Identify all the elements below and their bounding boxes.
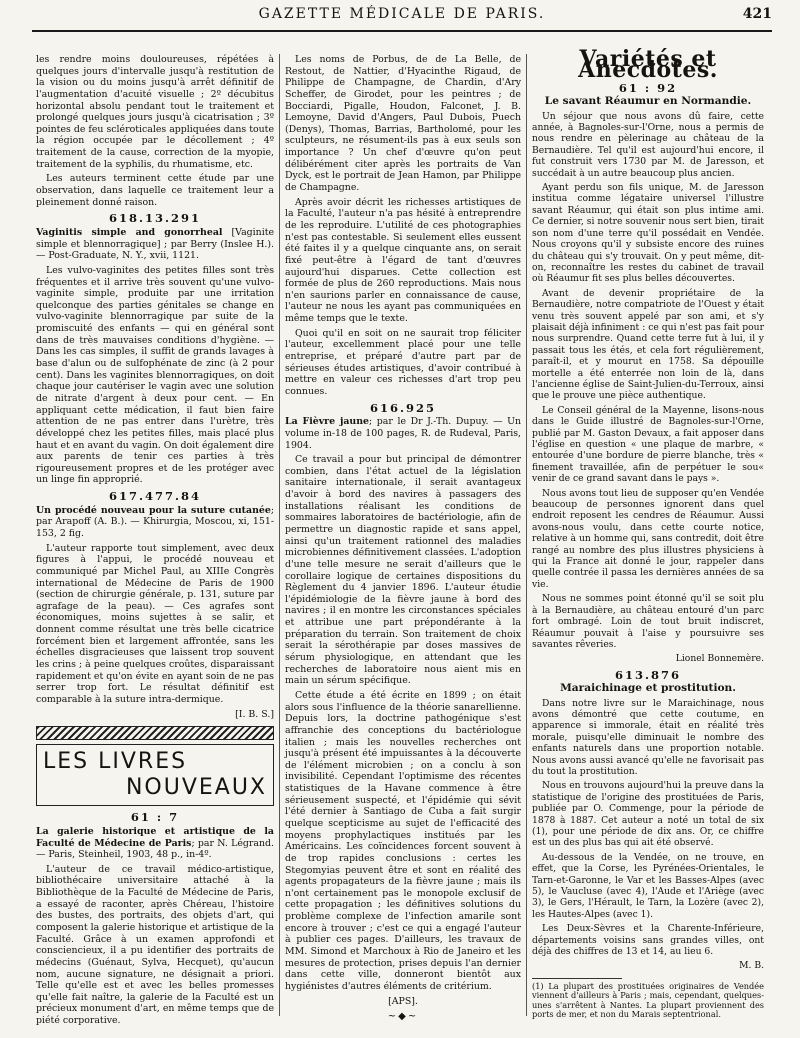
paragraph: les rendre moins douloureuses, répétées à quelques jours d'intervalle jusqu'à restitution de la vision ou du moins jusqu'à arrêt définitif de l'augmentation d'acuité visuelle ; 2º décubitus horizontal absolu pendant tout le traitement et prolongé quelques jours jusqu'à cicatrisation ; 3º pointes de feu scléroticales appliquées dans toute la région occupée par le décollement ; 4º traitement de la cause, correction de la myopie, traitement de la syphilis, du rhumatisme, etc. <box>36 54 274 170</box>
paragraph: Les auteurs terminent cette étude par une observation, dans laquelle ce traitement leur a pleinement donné raison. <box>36 173 274 208</box>
banner-line: NOUVEAUX <box>125 775 267 801</box>
paragraph: Les Deux-Sèvres et la Charente-Inférieure, départements voisins sans grandes villes, ont déjà des chiffres de 13 et 14, au lieu 6. <box>532 923 764 958</box>
signature: [I. B. S.] <box>235 708 274 720</box>
paragraph: Le Conseil général de la Mayenne, lisons-nous dans le Guide illustré de Bagnoles-sur-l'Orne, publié par M. Gaston Devaux, a fait apposer dans l'église en question « une plaque de marbre, « entourée d'une bordure de pierre blanche, très « finement travaillée, afin de perpétuer le sou« venir de ce grand savant dans le pays ». <box>532 404 764 485</box>
paragraph: Nous ne sommes point étonné qu'il se soit plu à la Bernaudière, au château entouré d'un parc fort ombragé. Loin de tout bruit indiscret, Réaumur pouvait à l'aise y poursuivre ses savantes rêveries. <box>532 593 764 650</box>
article-number: 618.13.291 <box>108 211 202 226</box>
article-number: 616.925 <box>369 400 436 415</box>
signature: [APS]. <box>388 995 418 1007</box>
column-divider <box>279 54 280 1016</box>
paragraph: Après avoir décrit les richesses artistiques de la Faculté, l'auteur n'a pas hésité à entreprendre de les reproduire. L'utilité de ces photographies n'est pas contestable. Si seulement elles eussent été faites il y a quelque cinquante ans, on serait fixé peut-être à l'égard de tant d'œuvres aujourd'hui disparues. Cette collection est formée de plus de 260 reproductions. Mais nous n'en saurions parler en connaissance de cause, l'auteur ne nous les ayant pas communiquées en même temps que le texte. <box>285 196 521 325</box>
article-citation: ; par Arapoff (A. B.). — Khirurgia, Moscou, xi, 151-153, 2 fig. <box>36 504 274 539</box>
article-title: La Fièvre jaune <box>285 416 370 428</box>
article-heading <box>36 227 274 262</box>
column-2 <box>285 54 521 1027</box>
paragraph: Quoi qu'il en soit on ne saurait trop féliciter l'auteur, excellemment placé pour une telle entreprise, et préparé d'autre part par de sérieuses études artistiques, d'avoir contribué à mettre en valeur ces richesses d'art trop peu connues. <box>285 327 521 397</box>
footnote: (1) La plupart des prostituées originaires de Vendée viennent d'ailleurs à Paris ; mais, cependant, quelques-unes s'arrêtent à Nantes. La plupart proviennent des ports de mer, et non du Marais septentrional. <box>532 980 764 1020</box>
article-heading <box>36 826 274 861</box>
section-banner <box>36 744 274 806</box>
article-number: 61 : 7 <box>130 810 180 825</box>
column-1 <box>36 54 274 1030</box>
page-number: 421 <box>742 6 772 22</box>
paragraph: L'auteur de ce travail médico-artistique, bibliothécaire universitaire attaché à la Bibliothèque de la Faculté de Médecine de Paris, a essayé de raconter, après Chéreau, l'histoire des bustes, des portraits, des objets d'art, qui composent la galerie historique et artistique de la Faculté. Grâce à un examen approfondi et consciencieux, il a pu identifier des portraits de médecins (Guénaut, Sylva, Hecquet), qu'aucun nom, aucune signature, ne désignait a priori. Telle qu'elle est et avec les belles promesses qu'elle fait naître, la galerie de la Faculté est un précieux monument d'art, en même temps que de piété corporative. <box>36 863 274 1027</box>
article-subtitle: Le savant Réaumur en Normandie. <box>544 95 752 108</box>
article-citation: ; par N. Légrand. — Paris, Steinheil, 1903, 48 p., in-4º. <box>36 837 274 861</box>
paragraph: Ce travail a pour but principal de démontrer combien, dans l'état actuel de la législation sanitaire internationale, il serait avantageux d'avoir à bord des navires à passagers des installations réalisant les conditions de sommaires laboratoires de bactériologie, afin de permettre un diagnostic rapide et sans appel, ainsi qu'un traitement rationnel des maladies microbiennes définitivement classées. L'adoption d'une telle mesure ne serait d'ailleurs que le corollaire logique de certaines dispositions du Règlement du 4 janvier 1896. L'auteur étudie l'épidémiologie de la fièvre jaune à bord des navires ; il en montre les circonstances spéciales et attribue une part prépondérante à la préparation du terrain. Son traitement de choix serait la sérothérapie par doses massives de sérum physiologique, en attendant que les recherches de laboratoire nous aient mis en main un sérum spécifique. <box>285 454 521 687</box>
section-title: Variétés et Anecdotes. <box>578 46 718 84</box>
article-number: 617.477.84 <box>108 489 202 504</box>
article-number: 613.876 <box>614 667 681 682</box>
article-heading <box>285 416 521 451</box>
paragraph: Dans notre livre sur le Maraichinage, nous avons démontré que cette coutume, en apparence si immorale, était en réalité très morale, puisqu'elle diminuait le nombre des enfants naturels dans une proportion notable. Nous avons aussi avancé qu'elle ne favorisait pas du tout la prostitution. <box>532 697 764 777</box>
column-divider <box>526 54 527 1016</box>
paragraph: Avant de devenir propriétaire de la Bernaudière, notre compatriote de l'Ouest y était venu très souvent appelé par son ami, et s'y plaisait déjà infiniment : ce qui n'est pas fait pour nous surprendre. Quand cette terre fut à lui, il y passait tous les étés, et cela fort régulièrement, paraît-il, et y mourut en 1758. Sa dépouille mortelle a été enterrée non loin de là, dans l'ancienne église de Saint-Julien-du-Terroux, ainsi que le prouve une pièce authentique. <box>532 287 764 402</box>
footnote-rule <box>532 978 622 979</box>
article-heading <box>36 505 274 540</box>
journal-title: GAZETTE MÉDICALE DE PARIS. <box>258 6 546 22</box>
paragraph: Au-dessous de la Vendée, on ne trouve, en effet, que la Corse, les Pyrénées-Orientales, le Tarn-et-Garonne, le Var et les Basses-Alpes (avec 5), le Vaucluse (avec 4), l'Aude et l'Ariège (avec 3), le Gers, l'Hérault, le Tarn, la Lozère (avec 2), les Hautes-Alpes (avec 1). <box>532 851 764 920</box>
article-number: 61 : 92 <box>618 80 678 95</box>
signature: Lionel Bonnemère. <box>675 653 764 665</box>
paragraph: Un séjour que nous avons dû faire, cette année, à Bagnoles-sur-l'Orne, nous a permis de nous rendre en pèlerinage au château de la Bernaudière. Tel qu'il est aujourd'hui encore, il fut construit vers 1730 par M. de Jaresson, et succédait à un autre beaucoup plus ancien. <box>532 110 764 179</box>
column-3 <box>532 46 764 1020</box>
article-title: Un procédé nouveau pour la suture cutanée <box>36 504 271 516</box>
paragraph: Nous en trouvons aujourd'hui la preuve dans la statistique de l'origine des prostituées de Paris, publiée par O. Commenge, pour la période de 1878 à 1887. Cet auteur a noté un total de six (1), pour une période de dix ans. Or, ce chiffre est un des plus bas qui ait été observé. <box>532 780 764 849</box>
paragraph: L'auteur rapporte tout simplement, avec deux figures à l'appui, le procédé nouveau et communiqué par Michel Paul, au XIIIe Congrès international de Médecine de Paris de 1900 (section de chirurgie générale, p. 131, suture par agrafage de la peau). — Ces agrafes sont économiques, moins sujettes à se salir, et donnent comme résultat une très belle cicatrice forcément bien et largement affrontée, sans les échelles disgracieuses que laissent trop souvent les crins ; à peine quelques croûtes, disparaissant rapidement et qu'on évite en ayant soin de ne pas serrer trop fort. Le résultat définitif est comparable à la suture intra-dermique. <box>36 542 274 705</box>
ornament-divider: ~◆~ <box>387 1011 419 1023</box>
article-title: Vaginitis simple and gonorrheal <box>36 226 223 238</box>
article-title: La galerie historique et artistique de la Faculté de Médecine de Paris <box>36 825 274 849</box>
paragraph: Les vulvo-vaginites des petites filles sont très fréquentes et il arrive très souvent qu'une vulvo-vaginite simple, produite par une irritation quelconque des parties génitales se change en vulvo-vaginite blennorragique par suite de la promiscuité des enfants — qui en général sont dans de très mauvaises conditions d'hygiène. — Dans les cas simples, il suffit de grands lavages à base d'alun ou de sulfophénate de zinc (à 2 pour cent). Dans les vaginites blennorragiques, on doit chaque jour cautériser le vagin avec une solution de nitrate d'argent à deux pour cent. — En appliquant cette médication, il faut bien faire attention de ne pas entrer dans l'urètre, très développé chez les petites filles, mais placé plus haut et en avant du vagin. On doit également dire aux parents de tenir ces parties à très rigoureusement propres et de les protéger avec un linge fin approprié. <box>36 264 274 486</box>
article-citation: ; par le Dr J.-Th. Dupuy. — Un volume in-18 de 100 pages, R. de Rudeval, Paris, 1904. <box>285 416 522 451</box>
article-citation: [Vaginite simple et blennorragique] ; par Berry (Inslee H.). — Post-Graduate, N. Y., xvii, 1121. <box>36 226 275 262</box>
page-header <box>32 6 772 32</box>
paragraph: Les noms de Porbus, de de La Belle, de Restout, de Nattier, d'Hyacinthe Rigaud, de Philippe de Champagne, de Chardin, d'Ary Scheffer, de Girodet, pour les peintres ; de Bocciardi, Pigalle, Houdon, Falconet, J. B. Lemoyne, David d'Angers, Paul Dubois, Puech (Denys), Thomas, Barrias, Bartholomé, pour les sculpteurs, ne résument-ils pas à eux seuls son importance ? Un chef d'œuvre qu'on peut délibérément citer après les portraits de Van Dyck, est le portrait de Jean Hamon, par Philippe de Champagne. <box>285 54 521 194</box>
paragraph: Ayant perdu son fils unique, M. de Jaresson institua comme légataire universel l'illustre savant Réaumur, qui était son plus intime ami. Ce dernier, si notre souvenir nous sert bien, tirait son nom d'une terre qu'il possédait en Vendée. Nous croyons qu'il y subsiste encore des ruines du château qui s'y trouvait. On y peut même, dit-on, reconnaître les restes du cabinet de travail où Réaumur fit ses plus belles découvertes. <box>532 182 764 285</box>
article-subtitle: Maraichinage et prostitution. <box>560 682 736 695</box>
paragraph: Nous avons tout lieu de supposer qu'en Vendée beaucoup de personnes ignorent dans quel endroit reposent les cendres de Réaumur. Aussi avons-nous voulu, dans cette courte notice, relative à un homme qui, sans contredit, doit être rangé au nombre des plus illustres physiciens à qui la France ait donné le jour, rappeler dans quelle contrée il passa les dernières années de sa vie. <box>532 487 764 590</box>
decorative-border <box>36 726 274 740</box>
paragraph: Cette étude a été écrite en 1899 ; on était alors sous l'influence de la théorie sanarellienne. Depuis lors, la doctrine pathogénique s'est affranchie des conceptions du bactériologue italien ; mais les nouvelles recherches ont jusqu'à présent été impuissantes à la découverte de l'élément microbien ; on a conclu à son invisibilité. Cependant l'optimisme des récentes statistiques de la Havane commence à être sérieusement suspecté, et l'épidémie qui sévit l'été dernier à Santiago de Cuba a fait surgir quelque scepticisme au sujet de l'efficacité des moyens prophylactiques institués par les Américains. Les coïncidences forcent souvent à de trop rapides conclusions : certes les Stegomyias peuvent être et sont en réalité des agents propagateurs de la fièvre jaune ; mais ils n'ont certainement pas le monopole exclusif de cette propagation ; les définitives solutions du problème complexe de l'infection amarile sont encore à trouver ; c'est ce qui a engagé l'auteur à publier ces pages. D'ailleurs, les travaux de MM. Simond et Marchoux à Rio de Janeiro et les mesures de protection, prises depuis l'an dernier dans cette ville, donneront bientôt aux hygiénistes d'autres éléments de critérium. <box>285 689 521 992</box>
signature: M. B. <box>739 960 764 972</box>
banner-line: LES LIVRES <box>43 749 188 775</box>
